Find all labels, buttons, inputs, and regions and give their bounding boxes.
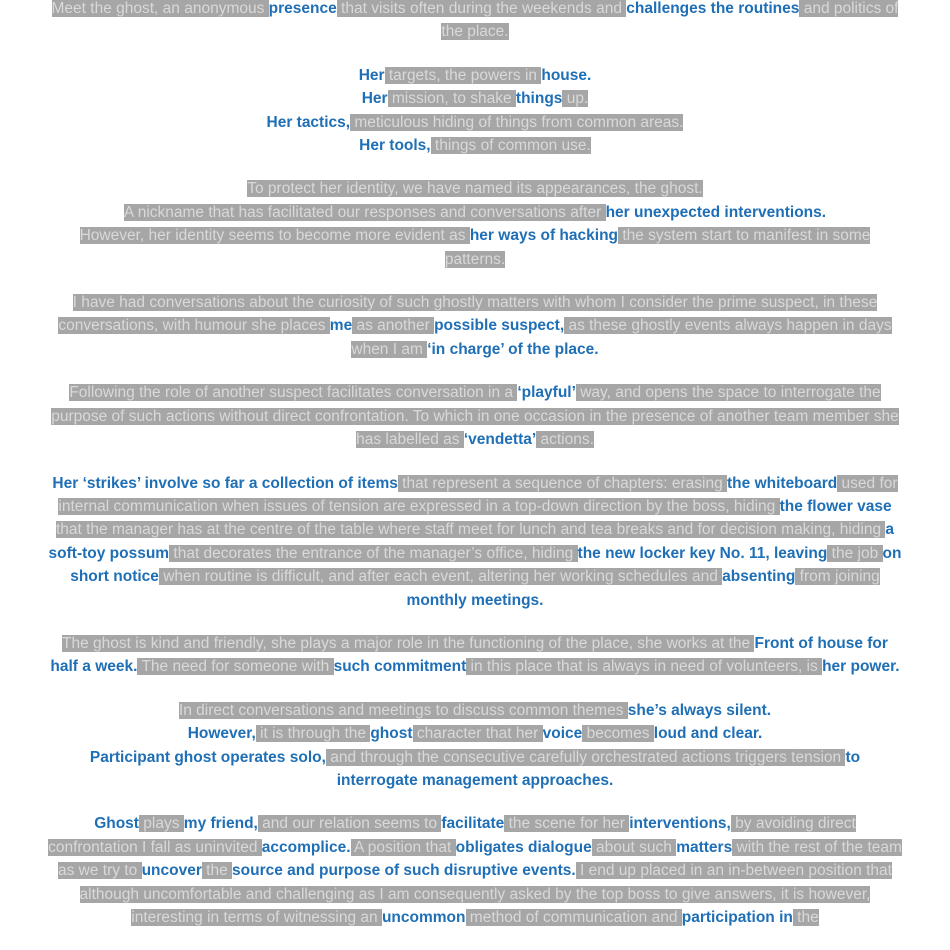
highlighted-text: the system start to manifest in some patterns. [444,227,871,268]
emphasis-text: things [515,90,563,108]
emphasis-text: monthly meetings. [406,591,544,609]
emphasis-text: ghost [370,725,413,743]
highlighted-text: in this place that is always in need of volunteers, is [466,658,823,676]
emphasis-text: presence [268,0,337,17]
emphasis-text: house. [541,66,592,84]
emphasis-text: Front of house for half a week. [50,634,888,676]
highlighted-text: used for internal communication when issues of tension are expressed in a top-down direction by the boss, hiding [58,474,898,515]
emphasis-text: absenting [722,568,796,586]
emphasis-text: accomplice. [261,838,351,856]
emphasis-text: Participant ghost operates solo, [89,748,326,766]
highlighted-text: about such [591,838,677,856]
emphasis-text: uncover [141,862,202,880]
paragraph-strikes [48,472,902,612]
emphasis-text: Her ‘strikes’ involve so far a collection of items [52,474,398,492]
emphasis-text: her unexpected interventions. [605,203,827,221]
emphasis-text: ‘playful’ [517,384,576,402]
highlighted-text: becomes [582,725,654,743]
highlighted-text: that represent a sequence of chapters: erasing [397,474,728,492]
highlighted-text: A position that [350,838,456,856]
highlighted-text: with the rest of the team as we try to [58,838,902,880]
highlighted-text: targets, the powers in [384,66,542,84]
emphasis-text: me [329,317,353,335]
emphasis-text: Her [361,90,388,108]
emphasis-text: loud and clear. [653,725,763,743]
highlighted-text: that visits often during the weekends and [336,0,627,17]
highlighted-text: the [201,862,233,880]
emphasis-text: interventions, [629,815,731,833]
highlighted-text: from joining [795,568,880,586]
highlighted-text: I have had conversations about the curiosity of such ghostly matters with whom I consider the prime suspect, in these conversations, with humour she places [58,294,878,335]
emphasis-text: the flower vase [779,497,892,515]
paragraph-accomplice [48,812,902,929]
emphasis-text: participation in [681,909,793,926]
emphasis-text: facilitate [441,815,505,833]
highlighted-text: and our relation seems to [257,815,442,833]
emphasis-text: Her tools, [359,137,431,155]
paragraph-suspect [48,291,902,361]
highlighted-text: meticulous hiding of things from common areas. [350,113,684,131]
highlighted-text: A nickname that has facilitated our responses and conversations after [123,203,606,221]
highlighted-text: the [792,909,819,926]
emphasis-text: on short notice [70,544,902,586]
highlighted-text: that decorates the entrance of the manager’s office, hiding [169,544,578,562]
highlighted-text: by avoiding direct confrontation I fall as uninvited [48,815,856,856]
highlighted-text: character that her [412,725,543,743]
highlighted-text: way, and opens the space to interrogate the purpose of such actions without direct confrontation. To which in one occasion in the presence of another team member she has labelled as [51,384,899,449]
highlighted-text: However, her identity seems to become more evident as [79,227,470,245]
highlighted-text: method of communication and [465,909,682,926]
emphasis-text: Her [358,66,385,84]
emphasis-text: possible suspect, [434,317,565,335]
emphasis-text: such commitment [333,658,467,676]
highlighted-text: To protect her identity, we have named its appearances, the ghost. [247,180,703,198]
highlighted-text: The ghost is kind and friendly, she plays a major role in the functioning of the place, she works at the [62,634,755,652]
document-body [48,0,902,949]
highlighted-text: and through the consecutive carefully orchestrated actions triggers tension [325,748,846,766]
emphasis-text: Her tactics, [266,113,351,131]
emphasis-text: her power. [822,658,900,676]
highlighted-text: things of common use. [430,137,591,155]
highlighted-text: up. [562,90,589,108]
highlighted-text: In direct conversations and meetings to discuss common themes [178,701,628,719]
emphasis-text: source and purpose of such disruptive events. [232,862,576,880]
highlighted-text: The need for someone with [137,658,334,676]
highlighted-text: it is through the [255,725,371,743]
highlighted-text: mission, to shake [387,90,516,108]
emphasis-text: she’s always silent. [627,701,772,719]
paragraph-identity [48,177,902,271]
emphasis-text: matters [676,838,733,856]
emphasis-text: a soft-toy possum [48,521,895,562]
emphasis-text: the new locker key No. 11, leaving [577,544,828,562]
emphasis-text: ‘vendetta’ [463,431,537,449]
emphasis-text: her ways of hacking [469,227,619,245]
emphasis-text: Ghost [94,815,139,833]
emphasis-text: my friend, [183,815,258,833]
highlighted-text: Meet the ghost, an anonymous [51,0,269,17]
paragraph-playful [48,381,902,451]
paragraph-targets [48,64,902,158]
highlighted-text: the scene for her [504,815,630,833]
emphasis-text: uncommon [381,909,466,926]
highlighted-text: as these ghostly events always happen in days when I am [351,317,892,358]
emphasis-text: ‘in charge’ of the place. [427,340,599,358]
highlighted-text: the job [827,544,883,562]
highlighted-text: I end up placed in an in-between position that although uncomfortable and challenging as I am consequently asked by the top boss to give answers, it is however, interesting in terms of witnessing an [79,862,892,926]
paragraph-kindness [48,632,902,679]
highlighted-text: actions. [536,431,594,449]
highlighted-text: Following the role of another suspect facilitates conversation in a [69,384,518,402]
emphasis-text: However, [187,725,256,743]
highlighted-text: plays [138,815,184,833]
emphasis-text: voice [542,725,583,743]
emphasis-text: the whiteboard [727,474,838,492]
emphasis-text: to interrogate management approaches. [336,748,861,789]
highlighted-text: that the manager has at the centre of the table where staff meet for lunch and tea breaks and for decision making, hiding [55,521,886,539]
highlighted-text: and politics of the place. [441,0,899,41]
paragraph-intro [48,0,902,44]
emphasis-text: obligates dialogue [455,838,592,856]
paragraph-silence [48,699,902,793]
highlighted-text: as another [352,317,435,335]
emphasis-text: challenges the routines [626,0,800,17]
highlighted-text: when routine is difficult, and after each event, altering her working schedules and [158,568,723,586]
